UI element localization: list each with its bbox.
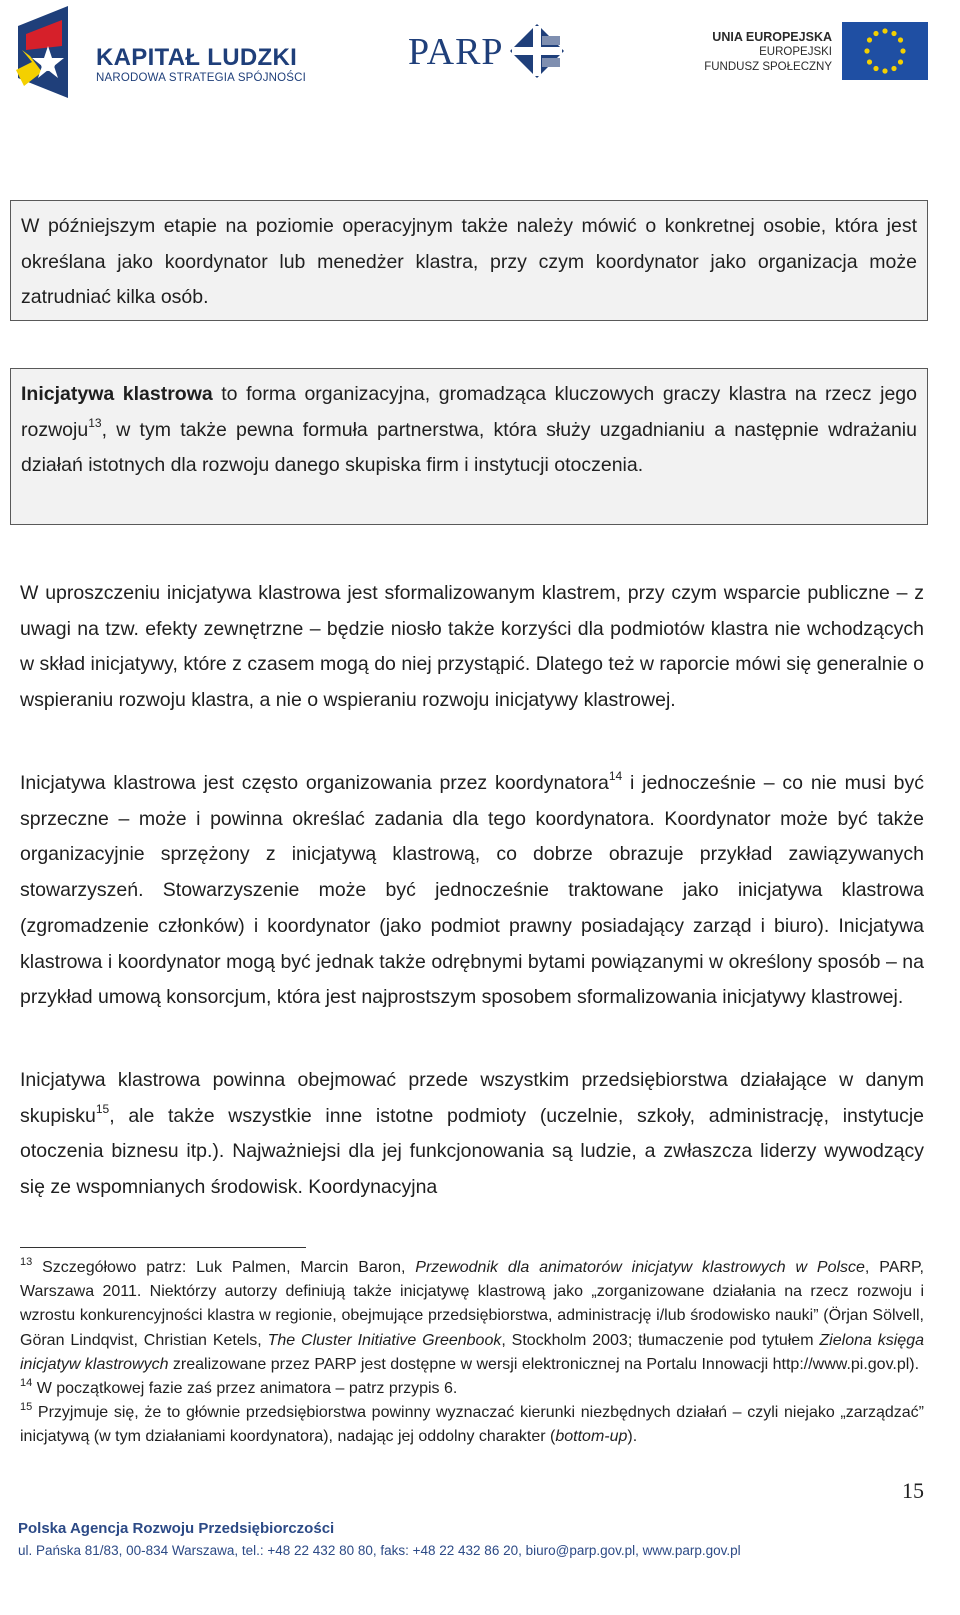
- box2-text-b: , w tym także pewna formuła partnerstwa, która służy uzgadnianiu a następnie wdrażaniu działań istotnych dla rozwoju danego skupiska firm i instytucji otoczenia.: [21, 418, 917, 477]
- eu-logo-line2: EUROPEJSKI: [759, 46, 832, 58]
- paragraph-scope-clip: [20, 1063, 924, 1207]
- footnote-13: [20, 1256, 924, 1377]
- footnote-ref-13[interactable]: 13: [88, 415, 102, 430]
- footnote-15-number: 15: [20, 1401, 33, 1414]
- eu-logo-line3: FUNDUSZ SPOŁECZNY: [704, 61, 832, 73]
- kapital-ludzki-title: KAPITAŁ LUDZKI: [96, 44, 298, 71]
- footnote-13-text-d: zrealizowane przez PARP jest dostępne w wersji elektronicznej na Portalu Innowacji http://www.pi.gov.pl).: [168, 1355, 920, 1373]
- p4-text-b: i jednocześnie – co nie musi być sprzeczne – może i powinna określać zadania dla tego koordynatora. Koordynator może być także organizacyjnie sprzężony z inicjatywą klastrową, co dobrze obrazuje przykład zawiązywanych stowarzyszeń. Stowarzyszenie może być jednocześnie traktowane jako inicjatywa klastrowa (zgromadzenie członków) i koordynator (jako podmiot prawny posiadający zarząd i biuro). Inicjatywa klastrowa i koordynator mogą być jednak także odrębnymi bytami powiązanymi w określony sposób – na przykład umową konsorcjum, która jest najprostszym sposobem sformalizowania inicjatywy klastrowej.: [20, 772, 924, 1009]
- eu-logo: [704, 22, 928, 84]
- footnote-13-text-c: , Stockholm 2003; tłumaczenie pod tytułem: [501, 1331, 820, 1349]
- parp-logo-text: PARP: [408, 31, 504, 73]
- footnote-15-term: bottom-up: [555, 1428, 628, 1446]
- footnote-ref-15[interactable]: 15: [95, 1101, 110, 1116]
- footnote-14-number: 14: [20, 1377, 33, 1390]
- box2-paragraph: [21, 377, 917, 484]
- footnote-ref-14[interactable]: 14: [608, 769, 623, 783]
- footnote-13-title-2: The Cluster Initiative Greenbook: [267, 1331, 502, 1349]
- kapital-ludzki-logo: [8, 6, 308, 98]
- kapital-ludzki-emblem-icon: [8, 6, 88, 98]
- eu-flag-icon: [842, 22, 928, 80]
- parp-logo: [408, 22, 578, 84]
- footnote-separator: [20, 1247, 306, 1248]
- footnote-15: [20, 1401, 924, 1449]
- p4-text-a: Inicjatywa klastrowa jest często organizowania przez koordynatora: [20, 772, 609, 794]
- definition-box-coordinator: [10, 200, 928, 321]
- box1-text: W późniejszym etapie na poziomie operacyjnym także należy mówić o konkretnej osobie, która jest określana jako koordynator lub menedżer klastra, przy czym koordynator jako organizacja może zatrudniać kilka osób.: [21, 215, 917, 309]
- paragraph-scope: [20, 1063, 924, 1206]
- footer-organization: Polska Agencja Rozwoju Przedsiębiorczości: [18, 1520, 335, 1537]
- footnote-15-text-a: Przyjmuje się, że to głównie przedsiębiorstwa powinny wyznaczać kierunki niezbędnych działań – czyli niejako „zarządzać” inicjatywą (w tym działaniami koordynatora), nadając jej oddolny charakter (: [20, 1404, 924, 1446]
- eu-logo-line1: UNIA EUROPEJSKA: [712, 30, 832, 44]
- box2-term: Inicjatywa klastrowa: [21, 383, 213, 405]
- p5-text-a: Inicjatywa klastrowa powinna obejmować przede wszystkim przedsiębiorstwa działające w danym skupisku: [20, 1069, 924, 1127]
- footnote-13-title-1: Przewodnik dla animatorów inicjatyw klastrowych w Polsce: [415, 1259, 865, 1276]
- footnote-14-text: W początkowej fazie zaś przez animatora – patrz przypis 6.: [32, 1380, 458, 1398]
- footnote-13-number: 13: [20, 1256, 33, 1268]
- box2-text-a: to forma organizacyjna, gromadząca kluczowych graczy klastra na rzecz jego rozwoju: [21, 383, 917, 441]
- parp-emblem-icon: [508, 22, 566, 80]
- p5-text-b: , ale także wszystkie inne istotne podmioty (uczelnie, szkoły, administrację, instytucje otoczenia biznesu itp.). Najważniejsi dla jej funkcjonowania są ludzie, a zwłaszcza liderzy wywodzący się ze wspomnianych środowisk. Koordynacyjna: [20, 1104, 924, 1199]
- footnote-14: [20, 1377, 924, 1401]
- footnote-13-text-b: , PARP, Warszawa 2011. Niektórzy autorzy definiują także inicjatywę klastrową jako „zorganizowane działania na rzecz rozwoju i wzrostu konkurencyjności klastra w regionie, obejmujące przedsiębiorstwa, administrację i/lub środowisko nauki” (Örjan Sölvell, Göran Lindqvist, Christian Ketels,: [20, 1259, 925, 1349]
- paragraph-simplification: W uproszczeniu inicjatywa klastrowa jest sformalizowanym klastrem, przy czym wsparcie publiczne – z uwagi na tzw. efekty zewnętrzne – będzie niosło także korzyści dla podmiotów klastra nie wchodzących w skład inicjatywy, które z czasem mogą do niej przystąpić. Dlatego też w raporcie mówi się generalnie o wspieraniu rozwoju klastra, a nie o wspieraniu rozwoju inicjatywy klastrowej.: [20, 582, 924, 712]
- definition-box-cluster-initiative: [10, 368, 928, 525]
- footnotes: [20, 1256, 924, 1450]
- footer-address: ul. Pańska 81/83, 00-834 Warszawa, tel.: +48 22 432 80 80, faks: +48 22 432 86 20, biuro@parp.gov.pl, www.parp.gov.pl: [18, 1543, 741, 1558]
- page-number: 15: [902, 1478, 924, 1503]
- footnote-13-text-a: Szczegółowo patrz: Luk Palmen, Marcin Baron,: [32, 1259, 416, 1276]
- kapital-ludzki-subtitle: NARODOWA STRATEGIA SPÓJNOŚCI: [96, 72, 307, 84]
- footnote-13-title-3: Zielona księga inicjatyw klastrowych: [20, 1331, 925, 1373]
- paragraph-coordinator: [20, 766, 924, 1016]
- footnote-15-text-b: ).: [627, 1428, 638, 1446]
